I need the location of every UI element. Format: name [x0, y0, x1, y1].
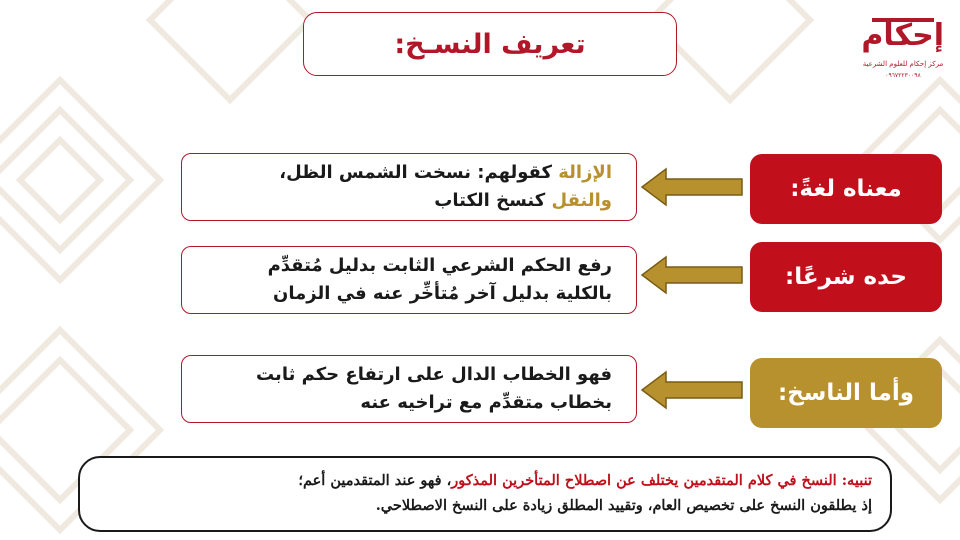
- label-abrogator: [750, 358, 942, 428]
- logo-phone: ٠٩٦٧٢٢٣٠٠٩٨: [885, 72, 921, 79]
- title-box: [303, 12, 677, 76]
- label-linguistic-text: معناه لغةً:: [790, 176, 902, 202]
- note-line2: إذ يطلقون النسخ على تخصيص العام، وتقييد المطلق زيادة على النسخ الاصطلاحي.: [375, 497, 872, 514]
- word-transfer: والنقل: [551, 190, 612, 211]
- definition-abrogator-line1: فهو الخطاب الدال على ارتفاع حكم ثابت: [256, 364, 612, 385]
- logo-tagline: مركز إحكام للعلوم الشرعية: [862, 60, 944, 68]
- label-abrogator-text: وأما الناسخ:: [778, 380, 915, 406]
- definition-linguistic-line2-rest: كنسخ الكتاب: [434, 190, 552, 211]
- definition-linguistic-line2: [206, 187, 612, 215]
- note-prefix: تنبيه:: [836, 472, 872, 489]
- note-rest: ، فهو عند المتقدمين أعم؛: [298, 472, 452, 489]
- note-line1: [98, 468, 872, 493]
- definition-abrogator-line2: بخطاب متقدِّم مع تراخيه عنه: [360, 392, 612, 413]
- logo-name: إحكام: [861, 18, 944, 53]
- brand-logo: [862, 16, 944, 90]
- arrow-left-icon: [640, 167, 744, 207]
- label-linguistic: [750, 154, 942, 224]
- definition-linguistic-line1: [206, 159, 612, 187]
- definition-legal: [181, 246, 637, 314]
- word-removal: الإزالة: [558, 162, 612, 183]
- definition-linguistic: [181, 153, 637, 221]
- label-legal: [750, 242, 942, 312]
- definition-abrogator: [181, 355, 637, 423]
- label-legal-text: حده شرعًا:: [785, 264, 907, 290]
- arrow-left-icon: [640, 370, 744, 410]
- note-highlight: النسخ في كلام المتقدمين يختلف عن اصطلاح المتأخرين المذكور: [451, 472, 837, 489]
- page-title: تعريف النسـخ:: [394, 28, 586, 60]
- arrow-left-icon: [640, 255, 744, 295]
- definition-linguistic-line1-rest: كقولهم: نسخت الشمس الظل،: [279, 162, 559, 183]
- definition-legal-line2: بالكلية بدليل آخر مُتأخِّر عنه في الزمان: [273, 283, 612, 304]
- note-box: [78, 456, 892, 532]
- definition-legal-line1: رفع الحكم الشرعي الثابت بدليل مُتقدِّم: [267, 255, 612, 276]
